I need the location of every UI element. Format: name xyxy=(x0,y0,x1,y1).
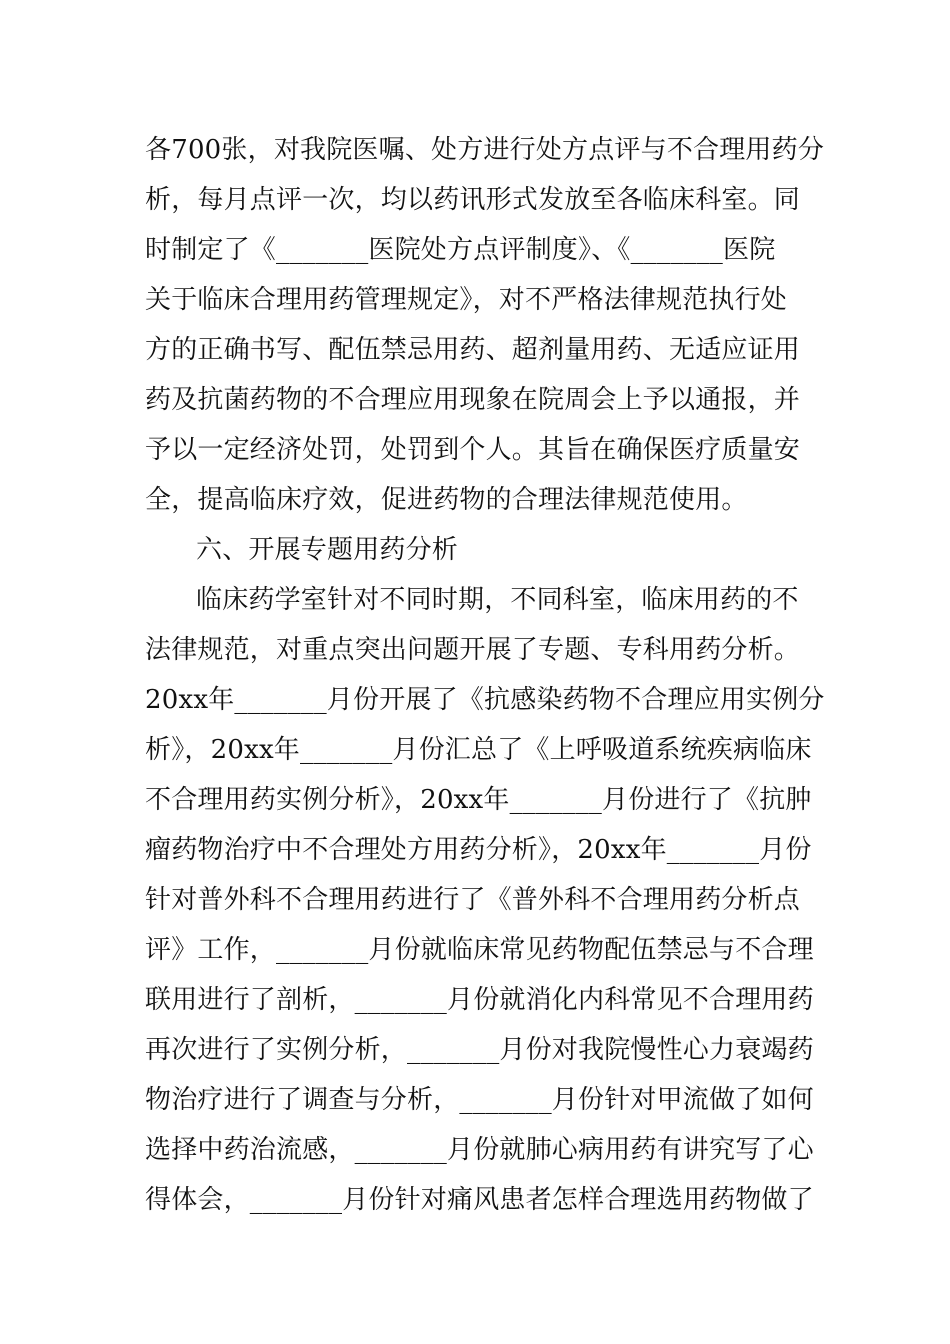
text-line: 析》，20xx年_______月份汇总了《上呼吸道系统疾病临床 xyxy=(145,735,812,765)
text-line: 评》工作，_______月份就临床常见药物配伍禁忌与不合理 xyxy=(145,935,814,965)
text-line: 法律规范，对重点突出问题开展了专题、专科用药分析。 xyxy=(145,635,801,665)
text-line: 各700张，对我院医嘱、处方进行处方点评与不合理用药分 xyxy=(145,135,825,165)
text-line: 得体会，_______月份针对痛风患者怎样合理选用药物做了 xyxy=(145,1185,814,1215)
text-line: 物治疗进行了调查与分析，_______月份针对甲流做了如何 xyxy=(145,1085,814,1115)
text-line: 时制定了《_______医院处方点评制度》、《_______医院 xyxy=(145,235,776,265)
text-line: 针对普外科不合理用药进行了《普外科不合理用药分析点 xyxy=(145,885,801,915)
text-line: 全，提高临床疗效，促进药物的合理法律规范使用。 xyxy=(145,485,748,515)
text-line: 方的正确书写、配伍禁忌用药、超剂量用药、无适应证用 xyxy=(145,335,801,365)
text-line: 选择中药治流感，_______月份就肺心病用药有讲究写了心 xyxy=(145,1135,814,1165)
section-heading: 六、开展专题用药分析 xyxy=(196,535,459,565)
text-line: 药及抗菌药物的不合理应用现象在院周会上予以通报，并 xyxy=(145,385,801,415)
text-line: 联用进行了剖析，_______月份就消化内科常见不合理用药 xyxy=(145,985,814,1015)
text-line: 析，每月点评一次，均以药讯形式发放至各临床科室。同 xyxy=(145,185,801,215)
text-line: 予以一定经济处罚，处罚到个人。其旨在确保医疗质量安 xyxy=(145,435,801,465)
text-line: 瘤药物治疗中不合理处方用药分析》，20xx年_______月份 xyxy=(145,835,812,865)
paragraph-first-line: 临床药学室针对不同时期，不同科室，临床用药的不 xyxy=(196,585,799,615)
text-line: 关于临床合理用药管理规定》，对不严格法律规范执行处 xyxy=(145,285,788,315)
text-line: 不合理用药实例分析》，20xx年_______月份进行了《抗肿 xyxy=(145,785,812,815)
text-line: 再次进行了实例分析，_______月份对我院慢性心力衰竭药 xyxy=(145,1035,814,1065)
text-line: 20xx年_______月份开展了《抗感染药物不合理应用实例分 xyxy=(145,685,825,715)
